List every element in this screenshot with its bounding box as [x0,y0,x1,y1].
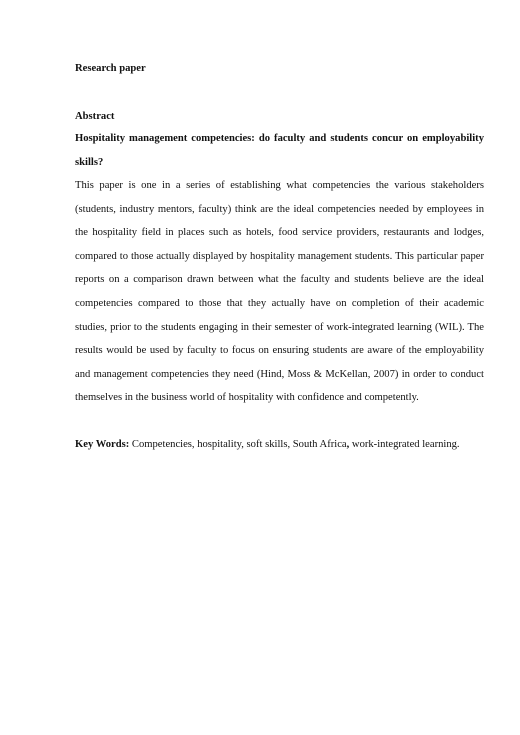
document-type-label: Research paper [75,63,146,74]
abstract-heading: Abstract [75,111,115,122]
keywords-line [75,438,484,452]
abstract-body: This paper is one in a series of establishing what competencies the various stakeholders (students, industry mentors, faculty) think are the ideal competencies needed by employees in the hospitality field in places such as hotels, food service providers, restaurants and lodges, compared to those actually displayed by hospitality management students. This particular paper reports on a comparison drawn between what the faculty and students believe are the ideal competencies compared to those that they actually have on completion of their academic studies, prior to the students engaging in their semester of work-integrated learning (WIL). The results would be used by faculty to focus on ensuring students are aware of the employability and management competencies they need (Hind, Moss & McKellan, 2007) in order to conduct themselves in the business world of hospitality with confidence and competently. [75,180,484,404]
paper-title: Hospitality management competencies: do faculty and students concur on employability skills? [75,133,484,168]
keywords-label: Key Words: [75,438,130,450]
keywords-text: Competencies, hospitality, soft skills, South Africa [129,438,347,450]
page-content [75,62,484,452]
keywords-bold-comma: , [346,438,350,450]
keywords-text-end: work-integrated learning. [349,438,460,450]
